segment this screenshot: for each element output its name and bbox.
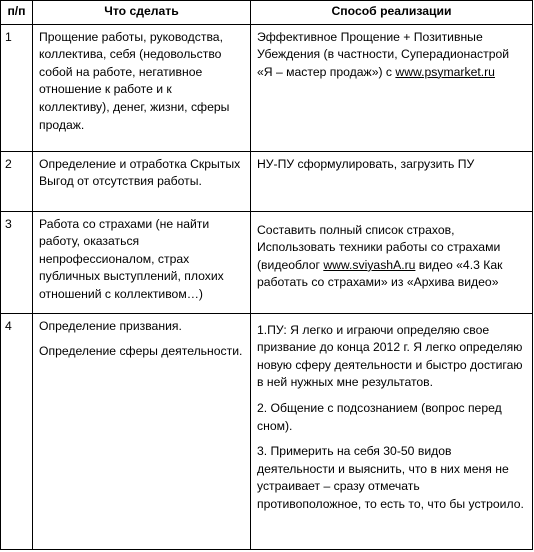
table-row — [1, 151, 533, 211]
row-number: 4 — [1, 313, 33, 549]
what-paragraph: Определение призвания. — [39, 318, 182, 333]
method-cell: НУ-ПУ сформулировать, загрузить ПУ — [251, 151, 533, 211]
what-cell: Работа со страхами (не найти работу, оказаться непрофессионалом, страх публичных выступлений, плохих отношений с коллективом…) — [33, 211, 251, 313]
method-text: Эффективное Прощение + Позитивные Убеждения (в частности, Суперадионастрой «Я – мастер продаж») с — [257, 29, 510, 79]
method-cell — [251, 313, 533, 549]
method-text-suffix: видео «4.3 Как работать со страхами» из «Архива видео» — [257, 257, 503, 290]
method-paragraph: 1.ПУ: Я легко и играючи определяю свое призвание до конца 2012 г. Я легко определяю новую сферу деятельности и быстро достигаю в ней нужных мне результатов. — [257, 322, 523, 390]
table-row — [1, 313, 533, 549]
method-paragraph: 2. Общение с подсознанием (вопрос перед сном). — [257, 400, 502, 433]
what-cell — [33, 313, 251, 549]
row-number: 2 — [1, 151, 33, 211]
method-cell — [251, 211, 533, 313]
method-paragraph: 3. Примерить на себя 30-50 видов деятельности и выяснить, что в них меня не устраивает – сразу отмечать противоположное, то есть то, что бы устроило. — [257, 444, 524, 511]
what-cell: Прощение работы, руководства, коллектива, себя (недовольство собой на работе, негативное отношение к работе и к коллективу), денег, жизни, сферы продаж. — [33, 24, 251, 151]
table-header-row — [1, 1, 533, 25]
row-number: 3 — [1, 211, 33, 313]
header-number: п/п — [1, 1, 33, 25]
what-paragraph: Определение сферы деятельности. — [39, 344, 243, 359]
method-text: Составить полный список страхов, Использовать техники работы со страхами (видеоблог — [257, 222, 501, 272]
what-cell: Определение и отработка Скрытых Выгод от отсутствия работы. — [33, 151, 251, 211]
psymarket-link[interactable]: www.psymarket.ru — [395, 64, 495, 79]
sviyash-link[interactable]: www.sviyashA.ru — [323, 257, 416, 272]
header-what-to-do: Что сделать — [33, 1, 251, 25]
table-row — [1, 24, 533, 151]
method-cell — [251, 24, 533, 151]
row-number: 1 — [1, 24, 33, 151]
table-row — [1, 211, 533, 313]
header-method: Способ реализации — [251, 1, 533, 25]
